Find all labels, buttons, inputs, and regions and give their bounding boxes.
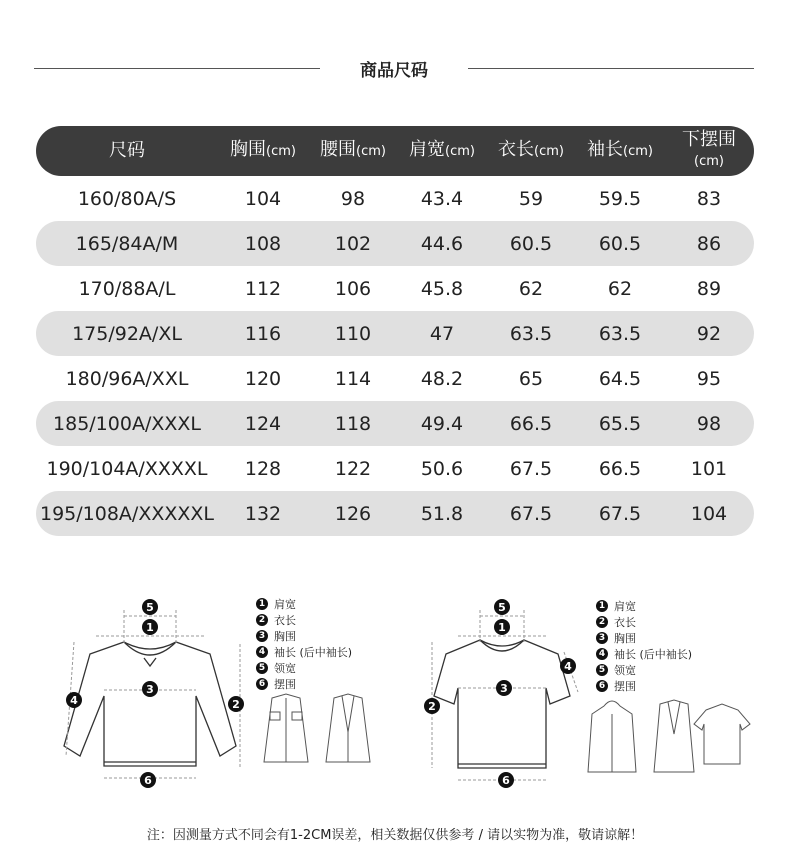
marker-1-label: 1 (146, 621, 154, 634)
table-cell: 86 (696, 232, 722, 255)
table-cell: 65 (518, 367, 544, 390)
table-cell: 67.5 (509, 457, 553, 480)
table-cell: 92 (696, 322, 722, 345)
header-chest: 胸围(cm) (230, 139, 296, 160)
table-cell: 160/80A/S (77, 187, 177, 210)
footnote: 注：因测量方式不同会有1-2CM误差，相关数据仅供参考 / 请以实物为准，敬请谅解！ (146, 828, 644, 843)
table-cell: 128 (244, 457, 282, 480)
table-cell: 165/84A/M (75, 232, 179, 255)
header-length: 衣长(cm) (498, 139, 564, 160)
table-cell: 98 (340, 187, 366, 210)
table-cell: 195/108A/XXXXXL (40, 502, 214, 525)
table-cell: 89 (696, 277, 722, 300)
marker-2-label: 2 (428, 700, 436, 713)
marker-4-label: 4 (70, 694, 78, 707)
longsleeve-diagram (60, 596, 250, 790)
marker-1-label: 1 (498, 621, 506, 634)
header-size: 尺码 (109, 140, 145, 161)
marker-5-label: 5 (146, 601, 154, 614)
legend-item: 1 肩宽 (256, 596, 352, 612)
table-cell: 62 (607, 277, 633, 300)
table-cell: 63.5 (509, 322, 553, 345)
table-row (36, 176, 754, 221)
table-cell: 95 (696, 367, 722, 390)
table-cell: 122 (334, 457, 372, 480)
header-waist: 腰围(cm) (320, 139, 386, 160)
table-row (36, 266, 754, 311)
diagram-markers (424, 599, 576, 788)
table-cell: 66.5 (509, 412, 553, 435)
table-cell: 66.5 (598, 457, 642, 480)
table-cell: 59 (518, 187, 544, 210)
header-shoulder: 肩宽(cm) (409, 139, 475, 160)
table-cell: 60.5 (509, 232, 553, 255)
legend-item: 5 领宽 (256, 660, 352, 676)
table-cell: 59.5 (598, 187, 642, 210)
table-cell: 101 (690, 457, 728, 480)
table-cell: 185/100A/XXXL (53, 412, 201, 435)
table-cell: 104 (690, 502, 728, 525)
jacket-icons (256, 692, 376, 772)
page-title: 商品尺码 (360, 61, 428, 81)
legend-item: 4 袖长 (后中袖长) (256, 644, 352, 660)
table-row (36, 446, 754, 491)
table-cell: 47 (429, 322, 455, 345)
table-cell: 106 (334, 277, 372, 300)
table-cell: 51.8 (420, 502, 464, 525)
table-cell: 170/88A/L (78, 277, 176, 300)
legend-item: 3 胸围 (596, 630, 692, 646)
table-cell: 63.5 (598, 322, 642, 345)
table-cell: 67.5 (509, 502, 553, 525)
table-cell: 132 (244, 502, 282, 525)
table-row (36, 221, 754, 266)
table-cell: 114 (334, 367, 372, 390)
diagram-markers (66, 599, 244, 788)
table-cell: 180/96A/XXL (65, 367, 189, 390)
marker-3-label: 3 (146, 683, 154, 696)
table-cell: 112 (244, 277, 282, 300)
table-row (36, 401, 754, 446)
table-cell: 124 (244, 412, 282, 435)
table-cell: 102 (334, 232, 372, 255)
table-cell: 120 (244, 367, 282, 390)
table-cell: 45.8 (420, 277, 464, 300)
table-cell: 175/92A/XL (72, 322, 182, 345)
table-row (36, 311, 754, 356)
title-divider-right (468, 68, 754, 69)
table-cell: 67.5 (598, 502, 642, 525)
table-cell: 110 (334, 322, 372, 345)
marker-3-label: 3 (500, 682, 508, 695)
legend-item: 4 袖长 (后中袖长) (596, 646, 692, 662)
table-cell: 190/104A/XXXXL (46, 457, 208, 480)
table-cell: 116 (244, 322, 282, 345)
legend-item: 2 衣长 (256, 612, 352, 628)
legend-item: 2 衣长 (596, 614, 692, 630)
legend-item: 6 摆围 (256, 676, 352, 692)
legend-item: 3 胸围 (256, 628, 352, 644)
table-cell: 64.5 (598, 367, 642, 390)
table-header (36, 126, 754, 176)
marker-6-label: 6 (502, 774, 510, 787)
table-cell: 60.5 (598, 232, 642, 255)
hoodie-icons (584, 694, 754, 778)
table-cell: 62 (518, 277, 544, 300)
table-body (36, 176, 754, 536)
marker-5-label: 5 (498, 601, 506, 614)
legend-left (256, 596, 352, 692)
marker-4-label: 4 (564, 660, 572, 673)
table-cell: 118 (334, 412, 372, 435)
legend-item: 6 摆围 (596, 678, 692, 694)
table-cell: 44.6 (420, 232, 464, 255)
table-cell: 49.4 (420, 412, 464, 435)
section-title (0, 52, 790, 86)
table-cell: 98 (696, 412, 722, 435)
size-table (36, 126, 754, 536)
table-cell: 104 (244, 187, 282, 210)
tshirt-diagram (418, 596, 584, 790)
table-row (36, 356, 754, 401)
marker-6-label: 6 (144, 774, 152, 787)
table-cell: 48.2 (420, 367, 464, 390)
table-cell: 126 (334, 502, 372, 525)
title-divider-left (34, 68, 320, 69)
header-sleeve: 袖长(cm) (587, 139, 653, 160)
legend-item: 5 领宽 (596, 662, 692, 678)
marker-2-label: 2 (232, 698, 240, 711)
table-cell: 50.6 (420, 457, 464, 480)
table-cell: 65.5 (598, 412, 642, 435)
table-row (36, 491, 754, 536)
header-hem: 下摆围 (cm) (682, 129, 736, 169)
table-cell: 108 (244, 232, 282, 255)
table-cell: 43.4 (420, 187, 464, 210)
legend-item: 1 肩宽 (596, 598, 692, 614)
legend-right (596, 598, 692, 694)
table-cell: 83 (696, 187, 722, 210)
